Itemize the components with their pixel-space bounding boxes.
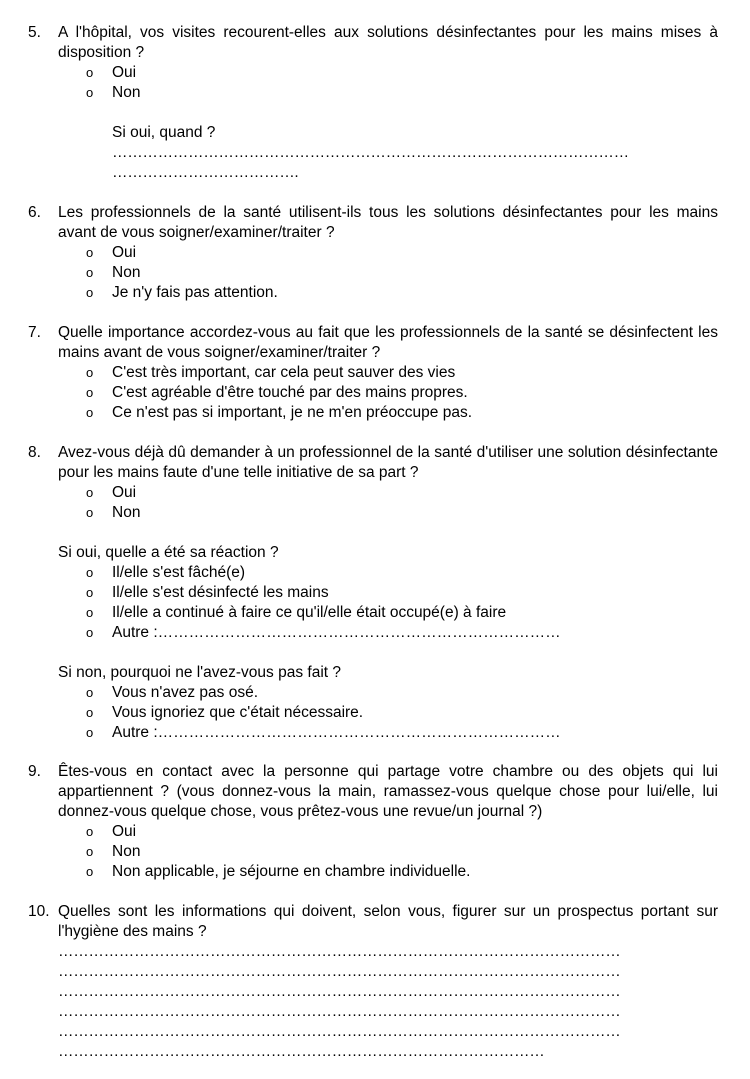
circle-bullet-icon: o (86, 625, 94, 640)
option-angry[interactable] (28, 563, 718, 583)
answer-line[interactable]: ………………………………………………………………………………………………… (58, 963, 621, 980)
circle-bullet-icon: o (86, 565, 94, 580)
option-label: C'est très important, car cela peut sauver des vies (112, 364, 456, 381)
followup-label: Si oui, quand ? (112, 124, 216, 141)
option-label: Ce n'est pas si important, je ne m'en préoccupe pas. (112, 404, 473, 421)
answer-options (28, 483, 718, 523)
question-5 (28, 23, 718, 183)
answer-options (28, 243, 718, 303)
circle-bullet-icon: o (86, 405, 94, 420)
option-label: Oui (112, 484, 137, 501)
option-continued[interactable] (28, 603, 718, 623)
option-label: Oui (112, 64, 137, 81)
option-label: Non (112, 84, 141, 101)
if-no-label: Si non, pourquoi ne l'avez-vous pas fait ? (58, 664, 341, 681)
option-label: Il/elle a continué à faire ce qu'il/elle était occupé(e) à faire (112, 604, 507, 621)
circle-bullet-icon: o (86, 265, 94, 280)
option-label: Il/elle s'est désinfecté les mains (112, 584, 329, 601)
question-number: 6. (28, 204, 41, 221)
option-label: Vous ignoriez que c'était nécessaire. (112, 704, 364, 721)
question-9 (28, 762, 718, 882)
circle-bullet-icon: o (86, 725, 94, 740)
question-8 (28, 443, 718, 743)
question-number: 8. (28, 444, 41, 461)
question-number: 9. (28, 763, 41, 780)
question-text: Les professionnels de la santé utilisent-ils tous les solutions désinfectantes pour les mains avant de vous soigner/examiner/traiter ? (58, 204, 718, 241)
option-non[interactable] (28, 83, 718, 103)
circle-bullet-icon: o (86, 685, 94, 700)
circle-bullet-icon: o (86, 505, 94, 520)
option-oui[interactable] (28, 63, 718, 83)
circle-bullet-icon: o (86, 705, 94, 720)
option-other[interactable] (28, 723, 718, 743)
option-non[interactable] (28, 503, 718, 523)
answer-options (28, 63, 718, 103)
question-7 (28, 323, 718, 423)
option-label: Non applicable, je séjourne en chambre individuelle. (112, 863, 471, 880)
option-label: Oui (112, 244, 137, 261)
question-number: 5. (28, 24, 41, 41)
question-text: Quelles sont les informations qui doivent, selon vous, figurer sur un prospectus portant sur l'hygiène des mains ? (58, 903, 718, 940)
answer-line[interactable]: …………………………………………………………………………………… (58, 1043, 545, 1060)
option-label: Autre :…………………………………………………………………… (112, 724, 561, 741)
option-label: Non (112, 843, 141, 860)
circle-bullet-icon: o (86, 605, 94, 620)
question-number: 7. (28, 324, 41, 341)
question-number: 10. (28, 903, 50, 920)
option-oui[interactable] (28, 243, 718, 263)
option-pleasant[interactable] (28, 383, 718, 403)
circle-bullet-icon: o (86, 385, 94, 400)
option-non[interactable] (28, 842, 718, 862)
option-did-not-know[interactable] (28, 703, 718, 723)
answer-options (28, 822, 718, 882)
option-disinfected[interactable] (28, 583, 718, 603)
answer-line[interactable]: ………………………………. (112, 164, 299, 181)
circle-bullet-icon: o (86, 844, 94, 859)
if-no-options (28, 683, 718, 743)
answer-line[interactable]: ………………………………………………………………………………………………… (58, 1023, 621, 1040)
if-yes-label: Si oui, quelle a été sa réaction ? (58, 544, 279, 561)
option-non[interactable] (28, 263, 718, 283)
option-label: Je n'y fais pas attention. (112, 284, 278, 301)
option-label: Vous n'avez pas osé. (112, 684, 259, 701)
circle-bullet-icon: o (86, 485, 94, 500)
option-very-important[interactable] (28, 363, 718, 383)
option-not-applicable[interactable] (28, 862, 718, 882)
option-no-attention[interactable] (28, 283, 718, 303)
circle-bullet-icon: o (86, 585, 94, 600)
circle-bullet-icon: o (86, 245, 94, 260)
question-6 (28, 203, 718, 303)
option-did-not-dare[interactable] (28, 683, 718, 703)
question-text: Quelle importance accordez-vous au fait que les professionnels de la santé se désinfectent les mains avant de vous soigner/examiner/traiter ? (58, 324, 718, 361)
answer-line[interactable]: ………………………………………………………………………………………………… (58, 1003, 621, 1020)
option-not-important[interactable] (28, 403, 718, 423)
answer-line[interactable]: ………………………………………………………………………………………… (112, 144, 629, 161)
option-oui[interactable] (28, 483, 718, 503)
option-label: C'est agréable d'être touché par des mains propres. (112, 384, 468, 401)
question-10 (28, 902, 718, 1062)
option-oui[interactable] (28, 822, 718, 842)
circle-bullet-icon: o (86, 365, 94, 380)
circle-bullet-icon: o (86, 285, 94, 300)
answer-line[interactable]: ………………………………………………………………………………………………… (58, 983, 621, 1000)
option-label: Oui (112, 823, 137, 840)
question-text: Avez-vous déjà dû demander à un professionnel de la santé d'utiliser une solution désinfectante pour les mains faute d'une telle initiative de sa part ? (58, 444, 718, 481)
answer-options (28, 363, 718, 423)
answer-line[interactable]: ………………………………………………………………………………………………… (58, 943, 621, 960)
option-label: Autre :…………………………………………………………………… (112, 624, 561, 641)
if-yes-options (28, 563, 718, 643)
option-other[interactable] (28, 623, 718, 643)
option-label: Il/elle s'est fâché(e) (112, 564, 246, 581)
circle-bullet-icon: o (86, 85, 94, 100)
circle-bullet-icon: o (86, 65, 94, 80)
option-label: Non (112, 504, 141, 521)
question-text: Êtes-vous en contact avec la personne qui partage votre chambre ou des objets qui lui appartiennent ? (vous donnez-vous la main, ramassez-vous quelque chose pour lui/elle, lui donnez-vous quelque chose, vous prêtez-vous une revue/un journal ?) (58, 763, 718, 820)
circle-bullet-icon: o (86, 864, 94, 879)
option-label: Non (112, 264, 141, 281)
circle-bullet-icon: o (86, 824, 94, 839)
question-text: A l'hôpital, vos visites recourent-elles aux solutions désinfectantes pour les mains mises à disposition ? (58, 24, 718, 61)
